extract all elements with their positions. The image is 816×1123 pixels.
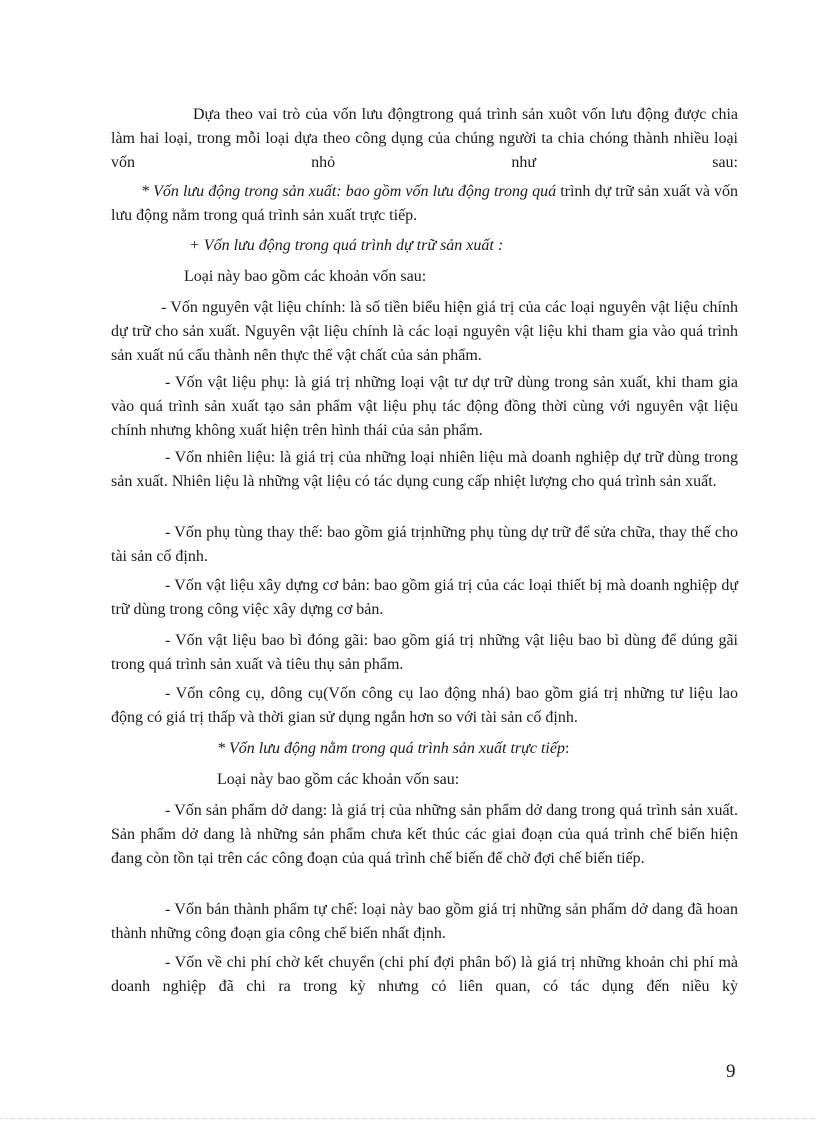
- list-item: - Vốn phụ tùng thay thế: bao gồm giá trịnhững phụ tùng dự trữ để sửa chữa, thay thế cho tài sản cố định.: [111, 524, 738, 565]
- page-number: 9: [726, 1061, 736, 1082]
- section1-label: * Vốn lưu động trong sản xuất: bao gồm vốn lưu động trong quá: [141, 183, 557, 200]
- list-item: - Vốn vật liệu phụ: là giá trị những loại vật tư dự trữ dùng trong sản xuất, khi tham gia vào quá trình sản xuất tạo sản phẩm vật liệu phụ tác động đồng thời cùng với nguyên vật liệu chính nhưng không xuất hiện trên hình thái của sản phẩm.: [111, 374, 738, 439]
- sub2-heading: [217, 737, 569, 761]
- section1-paragraph: [111, 180, 738, 228]
- list-item: - Vốn nhiên liệu: là giá trị của những loại nhiên liệu mà doanh nghiệp dự trữ dùng trong sản xuất. Nhiên liệu là những vật liệu có tác dụng cung cấp nhiệt lượng cho quá trình sản xuất.: [111, 449, 738, 490]
- sub2-intro: Loại này bao gồm các khoản vốn sau:: [217, 771, 460, 788]
- intro-paragraph: Dựa theo vai trò của vốn lưu độngtrong quá trình sản xuôt vốn lưu động được chia làm hai loại, trong mỗi loại dựa theo công dụng của chúng người ta chia chóng thành nhiều loại vốn nhỏ như sau:: [111, 106, 738, 171]
- list-item: - Vốn vật liệu xây dựng cơ bản: bao gồm giá trị của các loại thiết bị mà doanh nghiệp dự trữ dùng trong công việc xây dựng cơ bản.: [111, 577, 738, 618]
- list-item: - Vốn vật liệu bao bì đóng gãi: bao gồm giá trị những vật liệu bao bì dùng để dúng gãi trong quá trình sản xuất và tiêu thụ sản phẩm.: [111, 632, 738, 673]
- list-item: - Vốn nguyên vật liệu chính: là số tiền biểu hiện giá trị của các loại nguyên vật liệu chính dự trữ cho sản xuất. Nguyên vật liệu chính là các loại nguyên vật liệu khi tham gia vào quá trình sản xuất nú cấu thành nên thực thể vật chất của sản phẩm.: [111, 299, 738, 364]
- list-item: - Vốn sản phẩm dở dang: là giá trị của những sản phẩm dở dang trong quá trình sản xuất. Sản phẩm dở dang là những sản phẩm chưa kết thúc các giai đoạn của quá trình chế biến hiện đang còn tồn tại trên các công đoạn của quá trình chế biến để chờ đợi chế biến tiếp.: [111, 802, 738, 867]
- section1-rest: trình dự trữ sản xuất và vốn lưu động nằm trong quá trình sản xuất trực tiếp.: [111, 183, 739, 224]
- sub1-intro: Loại này bao gồm các khoản vốn sau:: [184, 268, 427, 285]
- list-item: - Vốn về chi phí chờ kết chuyển (chi phí đợi phân bố) là giá trị những khoản chi phí mà doanh nghiệp đã chi ra trong kỳ nhưng có liên quan, có tác dụng đến niều kỳ: [111, 954, 738, 995]
- sub2-heading-colon: :: [564, 740, 570, 757]
- list-item: - Vốn công cụ, dông cụ(Vốn công cụ lao động nhá) bao gồm giá trị những tư liệu lao động có giá trị thấp và thời gian sử dụng ngắn hơn so với tài sản cố định.: [111, 685, 738, 726]
- page-bottom-divider: [0, 1118, 816, 1119]
- list-item: - Vốn bán thành phẩm tự chế: loại này bao gồm giá trị những sản phẩm dở dang đã hoan thành những công đoạn gia công chế biến nhất định.: [111, 901, 738, 942]
- sub1-heading: + Vốn lưu động trong quá trình dự trữ sản xuất :: [189, 237, 504, 254]
- sub2-heading-text: * Vốn lưu động nằm trong quá trình sản xuất trực tiếp: [217, 740, 565, 757]
